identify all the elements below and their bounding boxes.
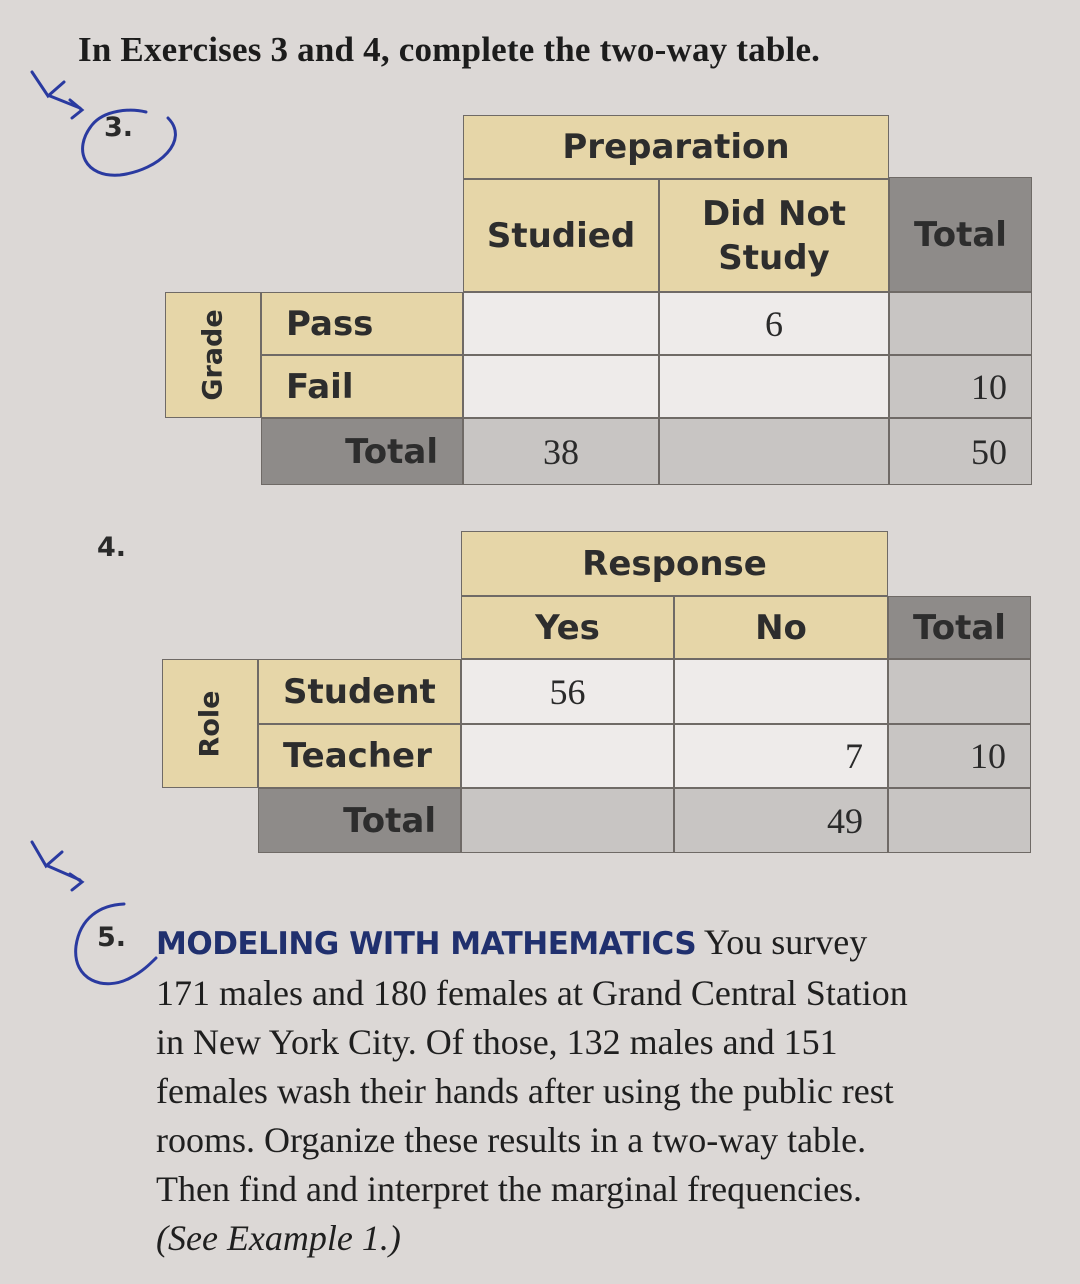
ex4-row-total: Total bbox=[258, 788, 461, 853]
ex3-cell-grand-total: 50 bbox=[889, 418, 1032, 485]
ex4-cell-student-no bbox=[674, 659, 888, 724]
exercise-5-number: 5. bbox=[97, 922, 127, 953]
ex3-row-group-header bbox=[165, 292, 261, 418]
ex3-cell-pass-total bbox=[889, 292, 1032, 355]
ex3-cell-pass-studied bbox=[463, 292, 659, 355]
ex4-cell-student-yes: 56 bbox=[461, 659, 674, 724]
ex3-header-did-not-study bbox=[659, 179, 889, 292]
ex4-column-group-header: Response bbox=[461, 531, 888, 596]
exercise-4-number: 4. bbox=[97, 532, 127, 563]
arrow-mark-3 bbox=[32, 72, 82, 118]
ex5-heading: MODELING WITH MATHEMATICS bbox=[156, 926, 697, 962]
ex3-cell-fail-did-not-study bbox=[659, 355, 889, 418]
instruction-text: In Exercises 3 and 4, complete the two-way table. bbox=[78, 30, 821, 69]
ex4-row-teacher: Teacher bbox=[258, 724, 461, 788]
ex3-row-pass: Pass bbox=[261, 292, 463, 355]
ex4-cell-student-total bbox=[888, 659, 1031, 724]
ex4-cell-teacher-yes bbox=[461, 724, 674, 788]
ex5-line-1-text: You survey bbox=[703, 922, 868, 962]
ex3-cell-pass-did-not-study: 6 bbox=[659, 292, 889, 355]
ex5-line-3: in New York City. Of those, 132 males and 151 bbox=[156, 1022, 838, 1062]
ex4-cell-teacher-no: 7 bbox=[674, 724, 888, 788]
ex4-header-no: No bbox=[674, 596, 888, 659]
ex3-header-did-not-study-line1: Did Not bbox=[701, 193, 847, 234]
ex3-column-group-header: Preparation bbox=[463, 115, 889, 179]
ex3-row-group-label: Grade bbox=[197, 309, 229, 401]
ex4-row-group-header bbox=[162, 659, 258, 788]
ex3-header-did-not-study-line2: Study bbox=[718, 237, 830, 278]
ex4-cell-grand-total bbox=[888, 788, 1031, 853]
ex3-header-studied: Studied bbox=[463, 179, 659, 292]
ex5-see-example[interactable]: (See Example 1.) bbox=[156, 1218, 401, 1258]
ex5-line-5: rooms. Organize these results in a two-way table. bbox=[156, 1120, 867, 1160]
ex3-cell-fail-studied bbox=[463, 355, 659, 418]
ex4-row-group-label: Role bbox=[194, 690, 226, 757]
ex3-row-total: Total bbox=[261, 418, 463, 485]
ex3-cell-total-studied: 38 bbox=[463, 418, 659, 485]
ex4-header-total: Total bbox=[888, 596, 1031, 659]
exercise-5-text bbox=[156, 918, 1036, 1263]
ex5-line-2: 171 males and 180 females at Grand Central Station bbox=[156, 973, 908, 1013]
ex3-row-fail: Fail bbox=[261, 355, 463, 418]
ex3-cell-total-did-not-study bbox=[659, 418, 889, 485]
ex4-cell-total-no: 49 bbox=[674, 788, 888, 853]
ex4-row-student: Student bbox=[258, 659, 461, 724]
arrow-mark-5 bbox=[32, 842, 82, 890]
ex4-cell-teacher-total: 10 bbox=[888, 724, 1031, 788]
exercise-3-number: 3. bbox=[104, 112, 134, 143]
ex3-header-total: Total bbox=[889, 177, 1032, 292]
ex3-cell-fail-total: 10 bbox=[889, 355, 1032, 418]
ex5-line-1 bbox=[156, 918, 1036, 969]
ex4-header-yes: Yes bbox=[461, 596, 674, 659]
ex5-line-4: females wash their hands after using the public rest bbox=[156, 1071, 894, 1111]
ex4-cell-total-yes bbox=[461, 788, 674, 853]
ex5-line-6: Then find and interpret the marginal frequencies. bbox=[156, 1169, 863, 1209]
